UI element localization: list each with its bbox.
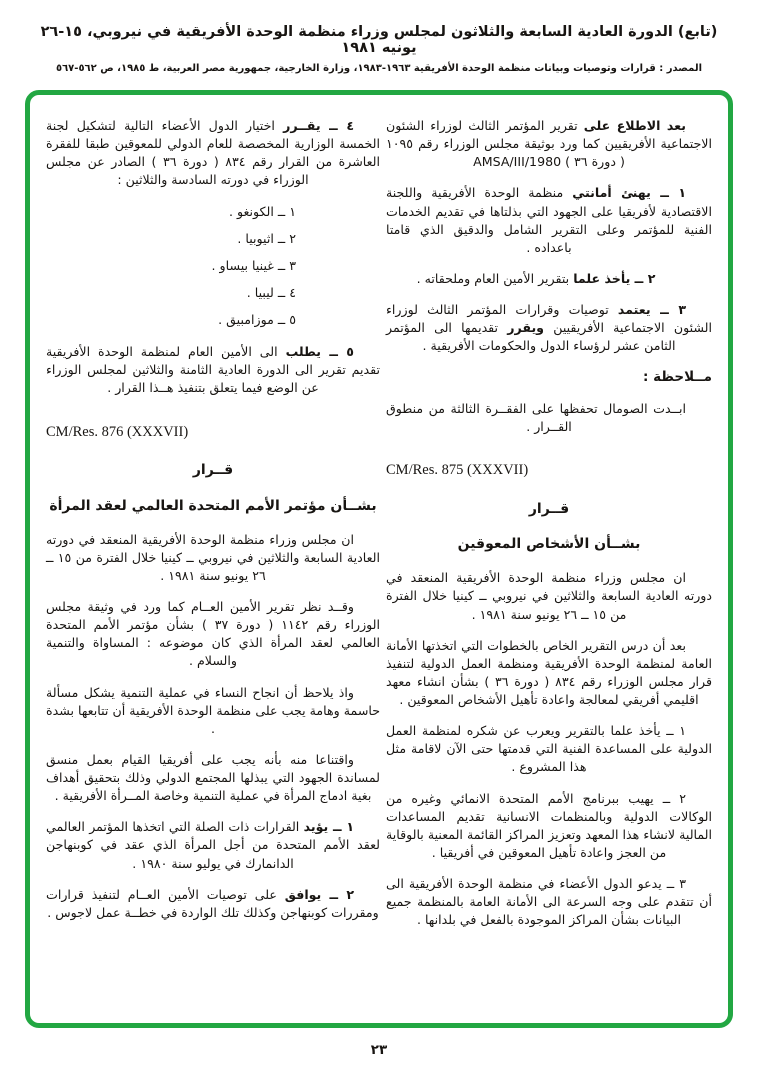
column-left bbox=[46, 117, 380, 935]
res876-item-1: ١ ــ يؤيد القرارات ذات الصلة التي اتخذها المؤتمر العالمي لعقد الأمم المتحدة من أجل المرأة الذي عقد في كوبنهاجن الدانمارك في يوليو سنة ١٩٨٠ . bbox=[46, 819, 380, 871]
res876-preamble-4: واقتناعا منه بأنه يجب على أفريقيا القيام بعمل منسق لمساندة الجهود التي يبذلها المجتمع الدولي وذلك بتحقيق أهداف بغية ادماج المرأة في عملية التنمية وخاصة المــرأة الأفريقية . bbox=[46, 751, 380, 804]
page-number: ٢٣ bbox=[370, 1042, 388, 1058]
res876-item-2: ٢ ــ يوافق على توصيات الأمين العــام لتنفيذ قرارات ومقررات كوبنهاجن وكذلك تلك الواردة في خطــة عمل لاجوس . bbox=[46, 886, 379, 920]
green-frame bbox=[25, 90, 733, 1028]
note-heading: مــلاحظة : bbox=[642, 369, 712, 386]
res876-title-resolution: قــرار bbox=[192, 462, 234, 479]
country-item-congo: ١ ــ الكونغو . bbox=[228, 203, 296, 219]
res875-item-1: ١ ــ يأخذ علما بالتقرير ويعرب عن شكره لمنظمة العمل الدولية على المساعدة الفنية التي قدمتها حتى الآن لاقامة مثل هذا المشروع . bbox=[386, 723, 712, 775]
res876-preamble-2: وقــد نظر تقرير الأمين العــام كما ورد في وثيقة مجلس الوزراء رقم ١١٤٢ ( دورة ٣٧ ) بشأن مؤتمر الأمم المتحدة العالمي لعقد المرأة الذي كان موضوعه : المساواة والتنمية والسلام . bbox=[46, 599, 381, 669]
res875-preamble-1: ان مجلس وزراء منظمة الوحدة الأفريقية المنعقد في دورته العادية السابعة والثلاثين في نيروبي ــ كينيا خلال الفترة من ١٥ ــ ٢٦ يونيو سنة ١٩٨١ . bbox=[386, 570, 712, 622]
res876-preamble-3: واذ يلاحظ أن انجاح النساء في عملية التنمية يشكل مسألة حاسمة وهامة يجب على منظمة الوحدة الأفريقية أن تتابعها بشدة . bbox=[46, 684, 380, 736]
res875-title-subject: بشــأن الأشخاص المعوقين bbox=[457, 536, 641, 553]
res875-title-resolution: قــرار bbox=[528, 500, 570, 517]
res875-item-3: ٣ ــ يدعو الدول الأعضاء في منظمة الوحدة الأفريقية الى أن تتقدم على وجه السرعة الى الأمانة العامة بالمنظمة جميع البيانات بشأن المراكز الموجودة بالفعل في بلدانها . bbox=[386, 876, 712, 928]
header-session-title: (تابع) الدورة العادية السابعة والثلاثون لمجلس وزراء منظمة الوحدة الأفريقية في نيروبي، ١٥-٢٦ يونيه ١٩٨١ bbox=[40, 24, 718, 56]
column-right bbox=[386, 117, 712, 942]
res874-intro-lead: بعد الاطلاع على bbox=[583, 118, 686, 133]
res876-title-subject: بشــأن مؤتمر الأمم المتحدة العالمي لعقد المرأة bbox=[49, 497, 377, 514]
country-item-guinea-bissau: ٣ ــ غينيا بيساو . bbox=[211, 257, 296, 273]
res874-intro-paragraph: بعد الاطلاع على تقرير المؤتمر الثالث لوزراء الشئون الاجتماعية الأفريقيين كما ورد بوثيقة مجلس الوزراء رقم ١٠٩٥ ( دورة ٣٦ ) AMSA/III/1980 bbox=[386, 118, 712, 170]
res875-doc-number: CM/Res. 875 (XXXVII) bbox=[386, 462, 529, 479]
res874-item-1: ١ ــ يهنئ أمانتي منظمة الوحدة الأفريقية واللجنة الاقتصادية لأفريقيا على الجهود التي بذلتاها في تقديم الخدمات الفنية للمؤتمر وعلى التقرير الشامل والدقيق الذي قامتا باعداده . bbox=[386, 185, 712, 255]
country-item-ethiopia: ٢ ــ اثيوبيا . bbox=[237, 230, 296, 246]
country-item-mozambique: ٥ ــ موزامبيق . bbox=[218, 312, 296, 327]
res875-item-2: ٢ ــ يهيب ببرنامج الأمم المتحدة الانمائي وغيره من الوكالات الدولية وبالمنظمات الانسانية تقديم المساعدات المالية لانشاء هذا المعهد وتعزيز المراكز القائمة المعنية بالوقاية من العجز واعادة تأهيل المعوقين في أفريقيا . bbox=[386, 790, 712, 860]
res876-preamble-1: ان مجلس وزراء منظمة الوحدة الأفريقية المنعقد في دورته العادية السابعة والثلاثين في نيروبي ــ كينيا خلال الفترة من ١٥ ــ ٢٦ يونيو سنة ١٩٨١ . bbox=[46, 531, 380, 583]
page-header bbox=[28, 24, 730, 74]
committee-country-list bbox=[46, 203, 380, 330]
note-body: ابــدت الصومال تحفظها على الفقــرة الثالثة من منطوق القــرار . bbox=[386, 400, 686, 434]
res875-preamble-2: بعد أن درس التقرير الخاص بالخطوات التي اتخذتها الأمانة العامة لمنظمة الوحدة الأفريقية ومنظمة العمل الدولية لتنفيذ قرار مجلس الوزراء رقم ٨٣٤ ( دورة ٣٦ ) بشأن انشاء معهد اقليمي أفريقي لمعالجة واعادة تأهيل الأشخاص المعوقين . bbox=[386, 637, 712, 707]
res875-item-4: ٤ ــ يقــرر اختيار الدول الأعضاء التالية لتشكيل لجنة الخمسة الوزارية المخصصة للعام الدولي للمعوقين طبقا للفقرة العاشرة من القرار رقم ٨٣٤ ( دورة ٣٦ ) الصادر عن مجلس الوزراء في دورته السادسة والثلاثين : bbox=[46, 118, 381, 188]
country-item-libya: ٤ ــ ليبيا . bbox=[246, 284, 296, 300]
res876-doc-number: CM/Res. 876 (XXXVII) bbox=[46, 423, 189, 440]
res874-item-2: ٢ ــ يأخذ علما بتقرير الأمين العام وملحقاته . bbox=[416, 270, 656, 286]
res874-item-3: ٣ ــ يعتمد توصيات وقرارات المؤتمر الثالث لوزراء الشئون الاجتماعية الأفريقيين ويقرر تقديمها الى المؤتمر الثامن عشر لرؤساء الدول والحكومات الأفريقية . bbox=[386, 302, 712, 354]
res875-item-5: ٥ ــ يطلب الى الأمين العام لمنظمة الوحدة الأفريقية تقديم تقرير الى الدورة العادية الثامنة والثلاثين لمجلس الوزراء عن الوضع فيما يتعلق بتنفيذ هــذا القرار . bbox=[46, 344, 380, 396]
header-source-line: المصدر : قرارات وتوصيات وبيانات منظمة الوحدة الأفريقية ١٩٦٣-١٩٨٣، وزارة الخارجية، جمهورية مصر العربية، ط ١٩٨٥، ص ٥٦٢-٥٦٧ bbox=[55, 63, 703, 74]
